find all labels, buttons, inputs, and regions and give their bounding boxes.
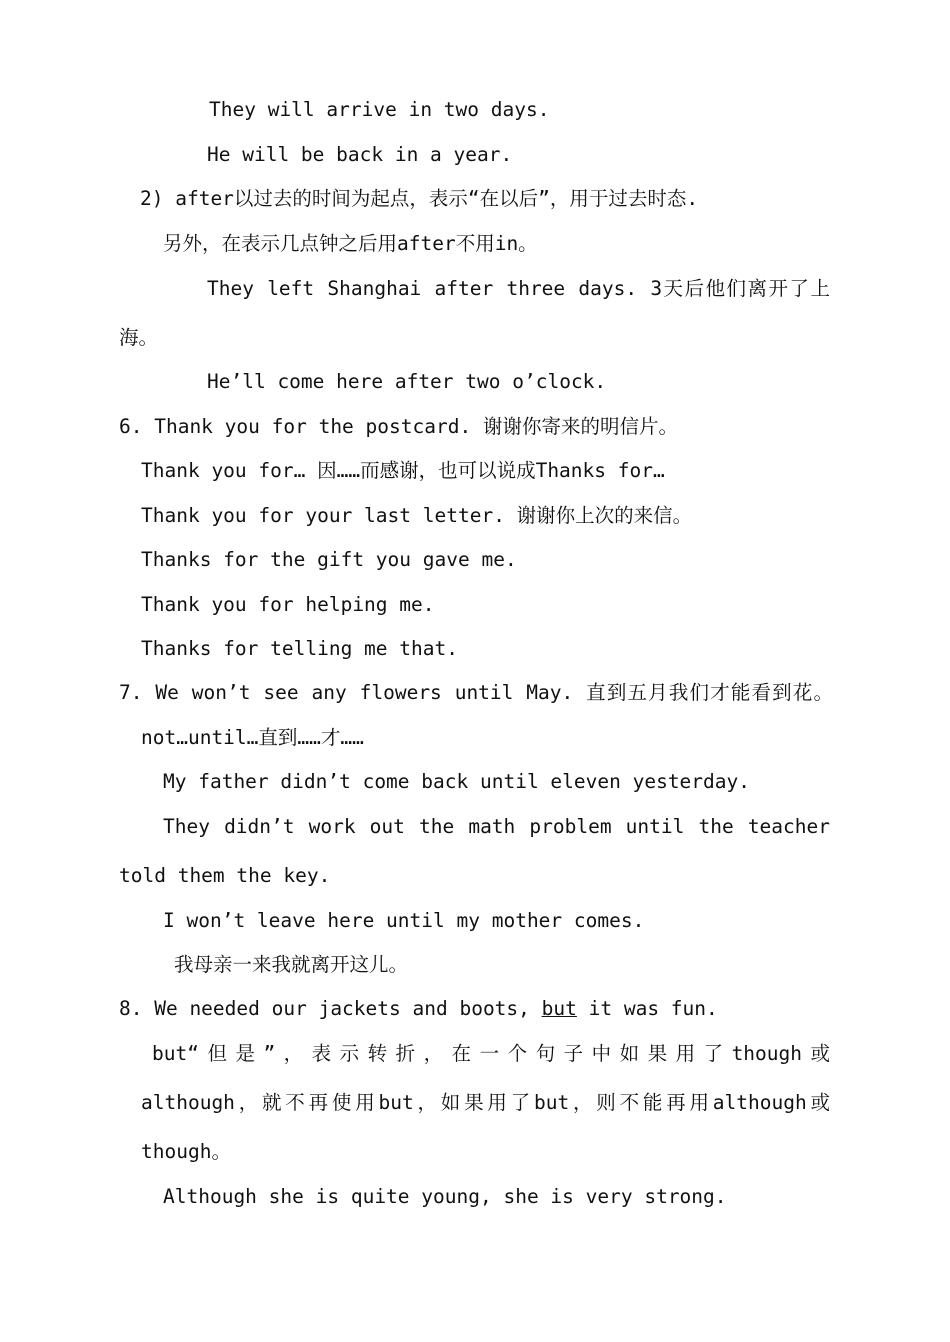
section-heading-6: 6. Thank you for the postcard. 谢谢你寄来的明信片。: [119, 415, 678, 438]
underlined-word: but: [541, 997, 577, 1020]
text-line: They didn’t work out the math problem until the teacher: [163, 815, 830, 838]
text-line: Thank you for helping me.: [141, 593, 435, 616]
text-line: Thanks for the gift you gave me.: [141, 548, 517, 571]
text-span: 8. We needed our jackets and boots,: [119, 997, 542, 1020]
text-line: 另外，在表示几点钟之后用after不用in。: [163, 232, 538, 255]
text-line: not…until…直到……才……: [141, 726, 364, 749]
text-line: Thank you for… 因……而感谢，也可以说成Thanks for…: [141, 459, 665, 482]
text-line: Thanks for telling me that.: [141, 637, 458, 660]
text-line: Thank you for your last letter. 谢谢你上次的来信。: [141, 504, 693, 527]
text-line: He’ll come here after two o’clock.: [207, 370, 607, 393]
text-line: Although she is quite young, she is very strong.: [163, 1185, 727, 1208]
text-line: 2) after以过去的时间为起点，表示“在以后”，用于过去时态.: [140, 187, 699, 210]
text-line: although，就不再使用but，如果用了but，则不能再用although或: [141, 1091, 830, 1114]
text-line: told them the key.: [119, 864, 331, 887]
text-line: I won’t leave here until my mother comes.: [163, 909, 645, 932]
text-line: My father didn’t come back until eleven yesterday.: [163, 770, 750, 793]
text-line: but“但是”，表示转折，在一个句子中如果用了though或: [152, 1042, 830, 1065]
text-line: They left Shanghai after three days. 3天后他们离开了上: [207, 277, 830, 300]
text-span: it was fun.: [576, 997, 718, 1020]
text-line: He will be back in a year.: [207, 143, 513, 166]
text-line: They will arrive in two days.: [209, 98, 550, 121]
text-line: though。: [141, 1140, 231, 1163]
text-line: 我母亲一来我就离开这儿。: [174, 953, 409, 976]
text-line: 海。: [119, 326, 159, 349]
section-heading-7: 7. We won’t see any flowers until May. 直到五月我们才能看到花。: [119, 681, 833, 704]
section-heading-8: [119, 997, 718, 1021]
